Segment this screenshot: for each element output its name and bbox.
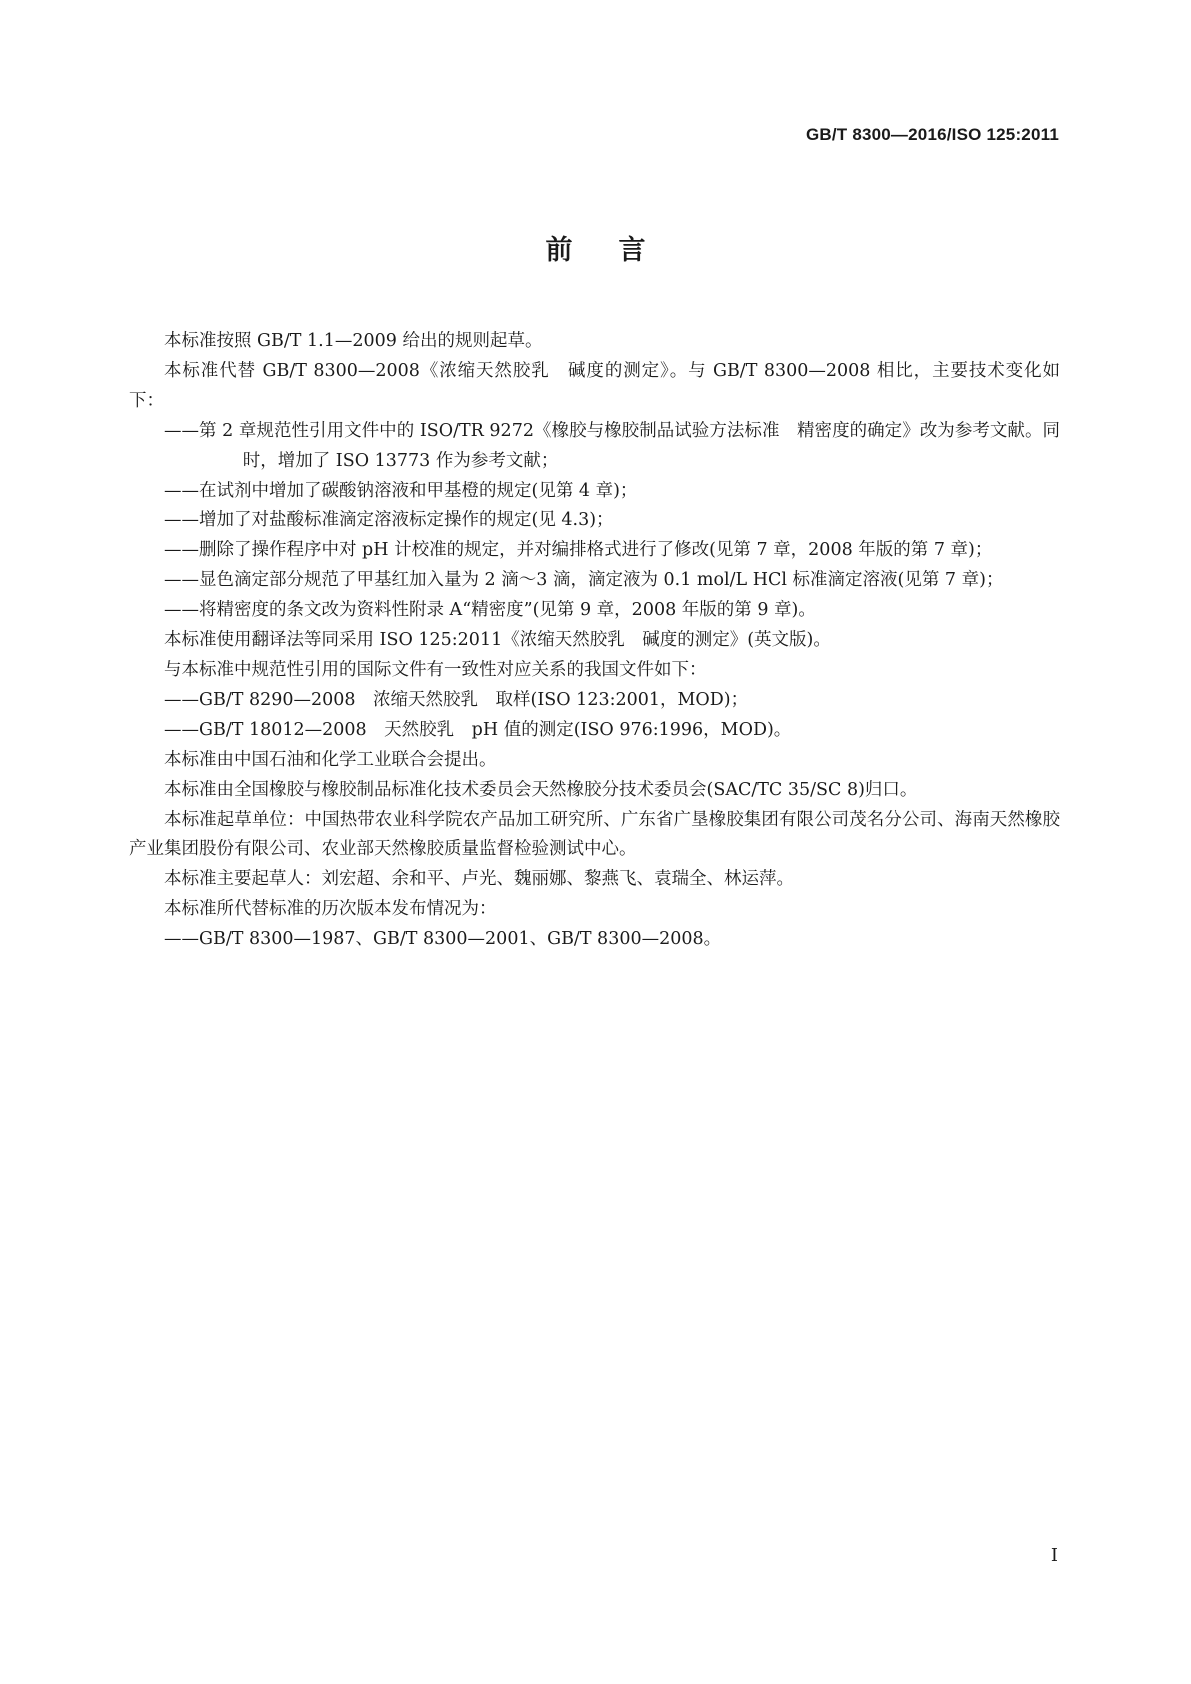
list-item-change-3: ——增加了对盐酸标准滴定溶液标定操作的规定(见 4.3)； [164,510,614,531]
list-item-change-6: ——将精密度的条文改为资料性附录 A“精密度”(见第 9 章，2008 年版的第 9 章)。 [164,600,816,621]
paragraph-adoption: 本标准使用翻译法等同采用 ISO 125:2011《浓缩天然胶乳 碱度的测定》(英文版)。 [164,630,831,651]
list-item-change-5: ——显色滴定部分规范了甲基红加入量为 2 滴～3 滴，滴定液为 0.1 mol/L HCl 标准滴定溶液(见第 7 章)； [164,570,1004,591]
paragraph-drafters: 本标准主要起草人：刘宏超、余和平、卢光、魏丽娜、黎燕飞、袁瑞全、林运萍。 [164,869,794,890]
paragraph-replaces: 本标准代替 GB/T 8300—2008《浓缩天然胶乳 碱度的测定》。与 GB/T 8300—2008 相比，主要技术变化如下： [129,360,1060,411]
document-body [129,327,1060,955]
list-item-ref-2: ——GB/T 18012—2008 天然胶乳 pH 值的测定(ISO 976:1996，MOD)。 [164,719,792,740]
paragraph-corresponding-docs: 与本标准中规范性引用的国际文件有一致性对应关系的我国文件如下： [164,659,707,680]
list-item-history: ——GB/T 8300—1987、GB/T 8300—2001、GB/T 8300—2008。 [164,929,722,950]
list-item-ref-1: ——GB/T 8290—2008 浓缩天然胶乳 取样(ISO 123:2001，MOD)； [164,689,749,710]
list-item-change-2: ——在试剂中增加了碳酸钠溶液和甲基橙的规定(见第 4 章)； [164,480,638,501]
standard-code: GB/T 8300—2016/ISO 125:2011 [805,125,1059,144]
page-number: I [1050,1545,1058,1566]
paragraph-centralized-by: 本标准由全国橡胶与橡胶制品标准化技术委员会天然橡胶分技术委员会(SAC/TC 35/SC 8)归口。 [164,779,918,800]
paragraph-history-intro: 本标准所代替标准的历次版本发布情况为： [164,899,497,920]
paragraph-proposed-by: 本标准由中国石油和化学工业联合会提出。 [164,749,497,770]
paragraph-drafting-rules: 本标准按照 GB/T 1.1—2009 给出的规则起草。 [164,331,543,351]
list-item-change-1: ——第 2 章规范性引用文件中的 ISO/TR 9272《橡胶与橡胶制品试验方法标准 精密度的确定》改为参考文献。同时，增加了 ISO 13773 作为参考文献； [164,420,1060,471]
paragraph-drafting-units: 本标准起草单位：中国热带农业科学院农产品加工研究所、广东省广垦橡胶集团有限公司茂名分公司、海南天然橡胶产业集团股份有限公司、农业部天然橡胶质量监督检验测试中心。 [129,809,1060,860]
page-title: 前言 [545,235,692,266]
list-item-change-4: ——删除了操作程序中对 pH 计校准的规定，并对编排格式进行了修改(见第 7 章，2008 年版的第 7 章)； [164,540,993,561]
